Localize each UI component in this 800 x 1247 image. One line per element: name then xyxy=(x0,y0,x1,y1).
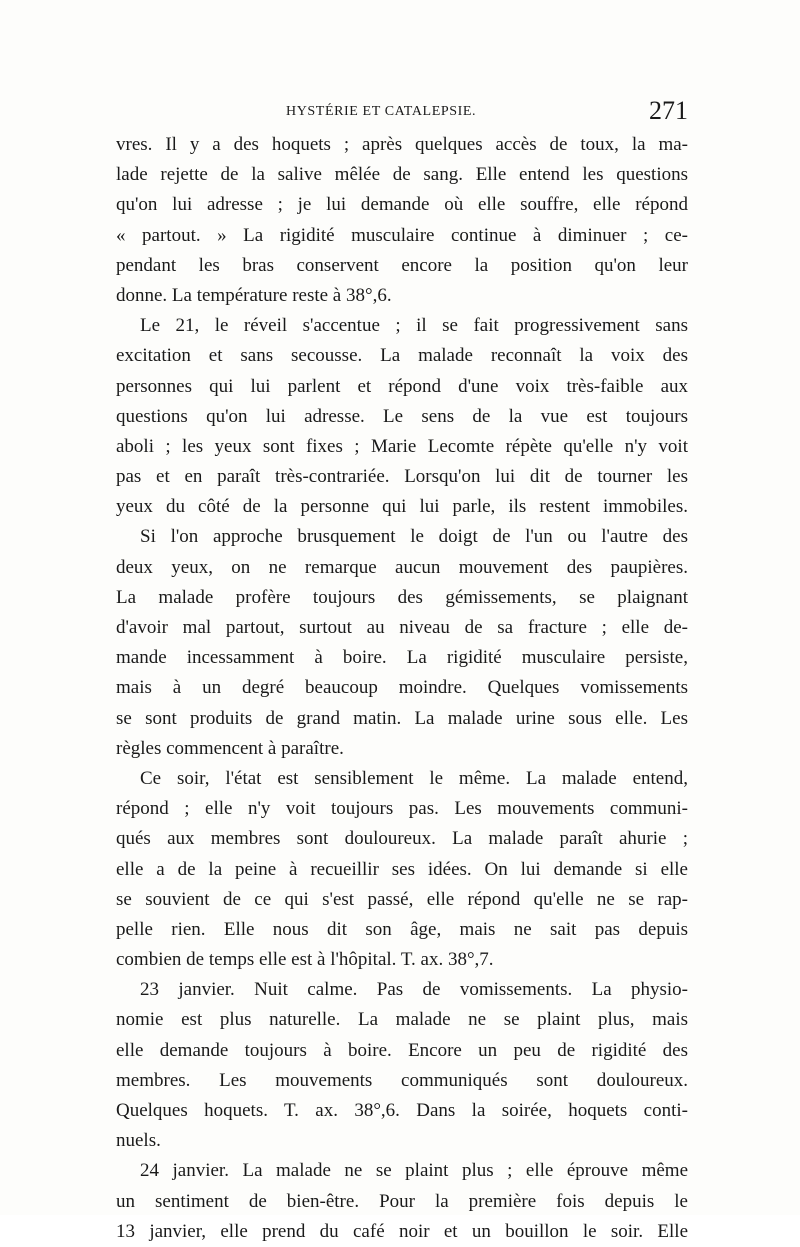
text-line: mais à un degré beaucoup moindre. Quelques vomissements xyxy=(116,677,688,699)
text-line: questions qu'on lui adresse. Le sens de la vue est toujours xyxy=(116,405,688,427)
text-line: se sont produits de grand matin. La malade urine sous elle. Les xyxy=(116,707,688,729)
running-head xyxy=(116,96,688,126)
text-line: qu'on lui adresse ; je lui demande où elle souffre, elle répond xyxy=(116,194,688,216)
text-line: Le 21, le réveil s'accentue ; il se fait progressivement sans xyxy=(140,315,688,337)
text-line: 24 janvier. La malade ne se plaint plus ; elle éprouve même xyxy=(140,1160,688,1182)
text-line: deux yeux, on ne remarque aucun mouvement des paupières. xyxy=(116,556,688,578)
body-text xyxy=(116,130,688,1247)
text-line: pas et en paraît très-contrariée. Lorsqu'on lui dit de tourner les xyxy=(116,466,688,488)
text-line: vres. Il y a des hoquets ; après quelques accès de toux, la ma- xyxy=(116,134,688,155)
text-line: Si l'on approche brusquement le doigt de l'un ou l'autre des xyxy=(140,526,688,548)
text-line: La malade profère toujours des gémissements, se plaignant xyxy=(116,586,688,608)
page-number: 271 xyxy=(649,96,688,125)
text-line: règles commencent à paraître. xyxy=(116,737,344,759)
text-line: personnes qui lui parlent et répond d'une voix très-faible aux xyxy=(116,375,688,397)
text-line: Ce soir, l'état est sensiblement le même. La malade entend, xyxy=(140,767,688,789)
running-title: HYSTÉRIE ET CATALEPSIE. xyxy=(286,104,477,119)
text-line: « partout. » La rigidité musculaire continue à diminuer ; ce- xyxy=(116,224,688,246)
text-line: membres. Les mouvements communiqués sont douloureux. xyxy=(116,1069,688,1091)
text-line: 13 janvier, elle prend du café noir et un bouillon le soir. Elle xyxy=(116,1220,688,1242)
text-line: répond ; elle n'y voit toujours pas. Les mouvements communi- xyxy=(116,798,688,820)
text-line: combien de temps elle est à l'hôpital. T. ax. 38°,7. xyxy=(116,949,494,971)
text-line: d'avoir mal partout, surtout au niveau de sa fracture ; elle de- xyxy=(116,617,688,638)
text-line: pelle rien. Elle nous dit son âge, mais ne sait pas depuis xyxy=(116,918,688,940)
text-line: mande incessamment à boire. La rigidité musculaire persiste, xyxy=(116,647,688,669)
text-line: 23 janvier. Nuit calme. Pas de vomissements. La physio- xyxy=(140,979,688,1001)
text-line: nomie est plus naturelle. La malade ne se plaint plus, mais xyxy=(116,1009,688,1031)
text-line: donne. La température reste à 38°,6. xyxy=(116,284,392,306)
text-line: Quelques hoquets. T. ax. 38°,6. Dans la soirée, hoquets conti- xyxy=(116,1100,688,1121)
text-line: lade rejette de la salive mêlée de sang. Elle entend les questions xyxy=(116,164,688,186)
text-line: excitation et sans secousse. La malade reconnaît la voix des xyxy=(116,345,688,367)
text-line: se souvient de ce qui s'est passé, elle répond qu'elle ne se rap- xyxy=(116,888,688,910)
text-line: un sentiment de bien-être. Pour la première fois depuis le xyxy=(116,1190,688,1212)
text-line: nuels. xyxy=(116,1130,161,1152)
text-line: aboli ; les yeux sont fixes ; Marie Lecomte répète qu'elle n'y voit xyxy=(116,435,688,457)
text-line: elle demande toujours à boire. Encore un peu de rigidité des xyxy=(116,1039,688,1061)
text-line: elle a de la peine à recueillir ses idées. On lui demande si elle xyxy=(116,858,688,880)
text-line: pendant les bras conservent encore la position qu'on leur xyxy=(116,254,688,276)
text-line: yeux du côté de la personne qui lui parle, ils restent immobiles. xyxy=(116,496,688,518)
text-line: qués aux membres sont douloureux. La malade paraît ahurie ; xyxy=(116,828,688,850)
